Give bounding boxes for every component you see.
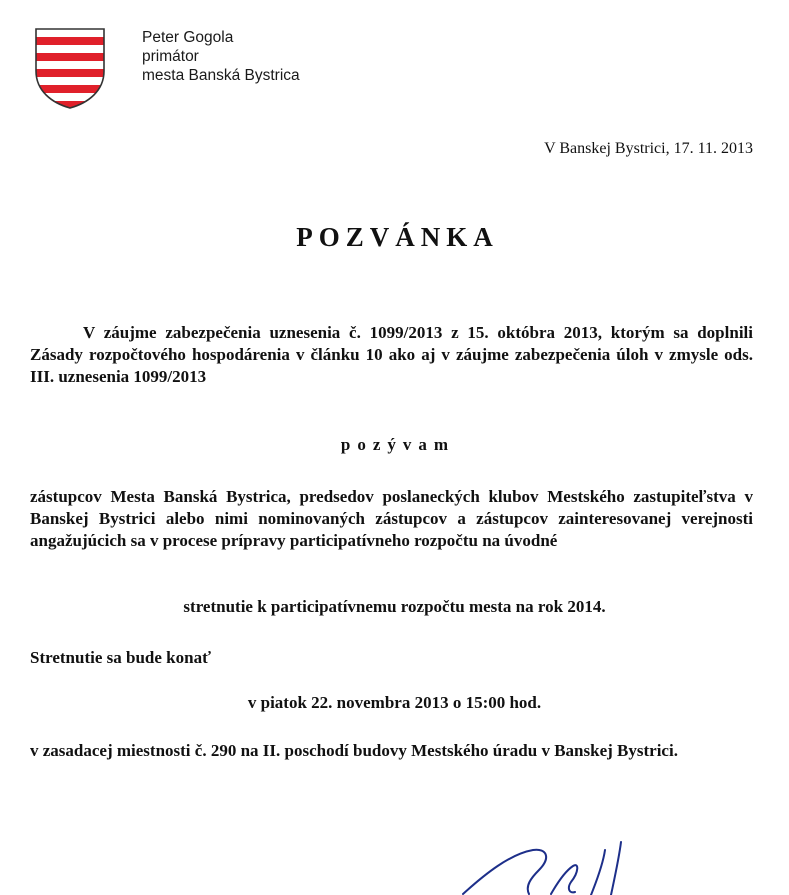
document-title: POZVÁNKA — [296, 222, 499, 252]
invitees-paragraph: zástupcov Mesta Banská Bystrica, predsedov poslaneckých klubov Mestského zastupiteľstva v Banskej Bystrici alebo nimi nominovaných zástupcov a zástupcov zainteresovanej verejnosti angažujúcich sa v procese prípravy participatívneho rozpočtu na úvodné — [30, 487, 753, 550]
invite-verb: pozývam — [340, 435, 456, 454]
held-intro: Stretnutie sa bude konať — [30, 648, 211, 667]
meeting-time: v piatok 22. novembra 2013 o 15:00 hod. — [247, 693, 542, 712]
intro-paragraph: V záujme zabezpečenia uznesenia č. 1099/2013 z 15. októbra 2013, ktorým sa doplnili Zásady rozpočtového hospodárenia v článku 10 ako aj v záujme zabezpečenia úloh v zmysle ods. III. uznesenia 1099/2013 — [30, 323, 753, 386]
coat-of-arms-icon — [33, 27, 107, 110]
signature — [455, 840, 645, 895]
sender-city: mesta Banská Bystrica — [142, 67, 300, 84]
date-line: V Banskej Bystrici, 17. 11. 2013 — [544, 140, 753, 157]
letterhead — [142, 28, 300, 85]
meeting-name: stretnutie k participatívnemu rozpočtu mesta na rok 2014. — [183, 597, 606, 616]
sender-role: primátor — [142, 48, 199, 65]
meeting-place: v zasadacej miestnosti č. 290 na II. poschodí budovy Mestského úradu v Banskej Bystrici. — [30, 741, 678, 760]
sender-name: Peter Gogola — [142, 29, 234, 46]
